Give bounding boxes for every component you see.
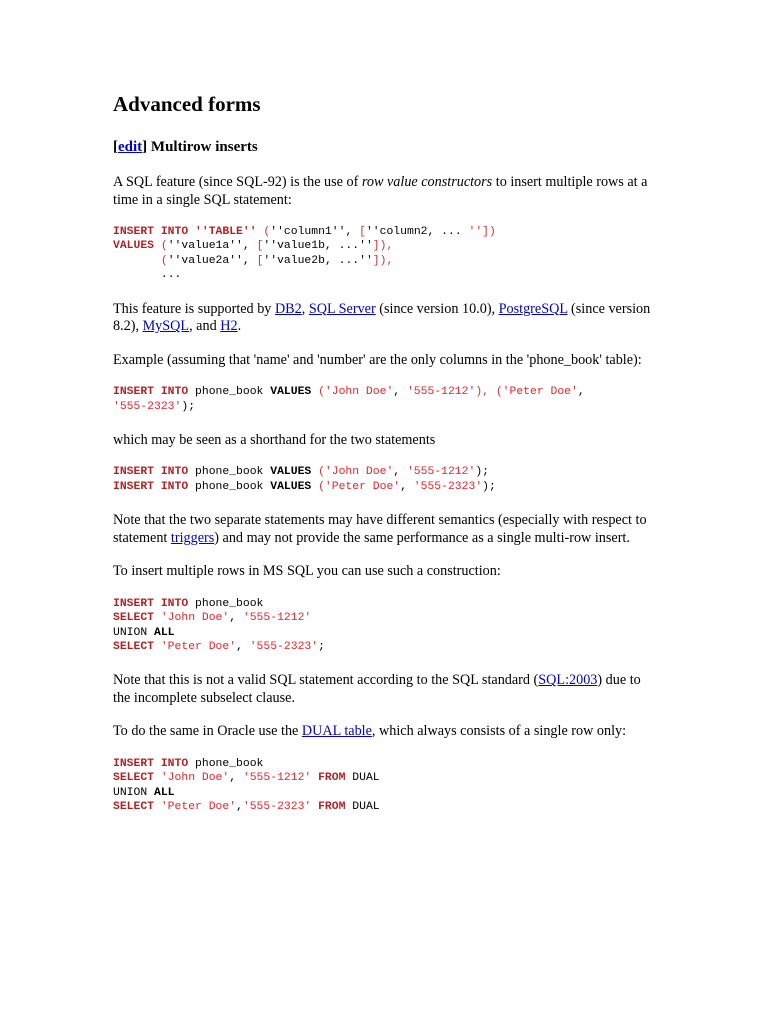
sql-punct: ]), <box>372 254 394 267</box>
sql-punct: ; <box>318 640 325 653</box>
mssql-paragraph: To insert multiple rows in MS SQL you can use such a construction: <box>113 563 501 580</box>
note-semantics-paragraph <box>113 512 653 547</box>
sql-text: DUAL <box>345 801 380 814</box>
sql-server-link[interactable]: SQL Server <box>308 300 376 317</box>
supported-text: This feature is supported by <box>113 300 275 317</box>
sql-string: '555-1212' <box>242 612 312 625</box>
document-page <box>113 90 653 833</box>
sql-keyword: SELECT <box>113 612 155 625</box>
supported-text: , and <box>189 318 221 335</box>
sql-text: ''column2, ... <box>365 226 469 238</box>
sql-token: ''TABLE'' <box>188 226 264 238</box>
sql-punct: ( <box>311 386 325 399</box>
db2-link[interactable]: DB2 <box>274 300 302 317</box>
triggers-link[interactable]: triggers <box>170 529 215 546</box>
dual-table-link[interactable]: DUAL table <box>301 723 372 740</box>
page-title: Advanced forms <box>113 92 261 116</box>
sql-punct: ( <box>160 254 168 267</box>
sql-text: phone_book <box>188 386 271 399</box>
sql-text: phone_book <box>188 466 271 479</box>
sql2003-link[interactable]: SQL:2003 <box>538 672 598 689</box>
sql-keyword: VALUES <box>113 240 155 253</box>
sql-keyword: INSERT INTO <box>113 466 189 479</box>
sql-text: ... <box>160 269 182 282</box>
supported-text: (since version 10.0), <box>375 300 499 317</box>
sql-text: UNION <box>113 786 155 799</box>
supported-text: , <box>301 300 309 317</box>
sql-string: 'John Doe' <box>154 612 230 625</box>
sql-punct: [ <box>256 240 264 253</box>
code-block-oracle <box>113 757 653 815</box>
supported-text: (since version 8.2), <box>113 300 651 335</box>
sql-punct: ]), <box>372 240 394 253</box>
sql-text: phone_book <box>188 757 264 770</box>
code-block-syntax <box>113 225 653 283</box>
note-text: Note that this is not a valid SQL statement according to the SQL standard ( <box>113 672 539 689</box>
sql-string: '555-1212' <box>406 386 476 399</box>
sql-keyword: INSERT INTO <box>113 480 189 493</box>
sql-punct: '']) <box>468 226 496 238</box>
sql-text: phone_book <box>188 480 271 493</box>
sql-text: , <box>393 466 407 479</box>
code-block-two-statements <box>113 465 653 494</box>
code-block-mssql <box>113 597 653 655</box>
sql-text: , <box>400 480 414 493</box>
sql-string: '555-2323' <box>249 640 319 653</box>
oracle-text: , which always consists of a single row only: <box>371 723 627 740</box>
supported-paragraph <box>113 301 653 336</box>
sql-text: ''value1a'', <box>167 240 257 253</box>
sql-text: ''value1b, ...'' <box>263 240 373 253</box>
sql-keyword: SELECT <box>113 640 155 653</box>
note-text: ) due to the incomplete subselect clause. <box>113 672 641 706</box>
sql-punct: [ <box>359 226 366 238</box>
sql-keyword: SELECT <box>113 801 155 814</box>
intro-text-1: A SQL feature (since SQL-92) is the use of <box>113 174 362 190</box>
sql-string: 'Peter Doe' <box>324 480 401 493</box>
code-indent <box>113 269 161 281</box>
intro-text-2: to insert multiple rows at a time in a single SQL statement: <box>113 174 648 208</box>
intro-paragraph <box>113 174 653 209</box>
sql-keyword: VALUES <box>270 466 312 479</box>
sql-text: , <box>236 640 250 653</box>
section-heading: [edit] Multirow inserts <box>113 139 258 155</box>
code-block-example <box>113 385 653 414</box>
sql-text: , <box>577 386 585 399</box>
sql-text: , <box>236 801 243 814</box>
intro-emphasis: row value constructors <box>361 174 493 190</box>
shorthand-paragraph: which may be seen as a shorthand for the two statements <box>113 431 436 448</box>
sql-keyword: INSERT INTO <box>113 597 189 610</box>
sql-keyword: INSERT INTO <box>113 757 189 770</box>
h2-link[interactable]: H2 <box>220 318 238 335</box>
sql-text: , <box>229 772 243 785</box>
section-heading-text: Multirow inserts <box>150 139 258 155</box>
sql-string: 'Peter Doe' <box>502 386 578 399</box>
sql-text: , <box>229 612 243 625</box>
example-paragraph: Example (assuming that 'name' and 'number' are the only columns in the 'phone_book' table): <box>113 351 642 368</box>
sql-text: DUAL <box>345 772 380 785</box>
code-indent <box>113 255 161 267</box>
sql-text: phone_book <box>188 597 264 610</box>
sql-keyword: INSERT INTO <box>113 226 189 238</box>
sql-punct: ); <box>181 400 196 413</box>
sql-punct: ), ( <box>475 386 503 399</box>
sql-text: ''value2b, ...'' <box>263 254 373 267</box>
sql-keyword: VALUES <box>270 386 312 399</box>
sql-string: '555-2323' <box>113 400 182 413</box>
note-standard-paragraph <box>113 672 653 707</box>
sql-string: '555-1212' <box>242 772 312 785</box>
sql-keyword: SELECT <box>113 772 155 785</box>
sql-punct: ); <box>482 480 496 493</box>
supported-text: . <box>237 318 242 335</box>
sql-string: 'Peter Doe' <box>154 801 237 814</box>
sql-keyword: VALUES <box>270 480 312 493</box>
sql-string: '555-2323' <box>413 480 483 493</box>
postgresql-link[interactable]: PostgreSQL <box>498 300 568 317</box>
oracle-text: To do the same in Oracle use the <box>113 723 302 740</box>
sql-text: ''column1'', <box>270 226 360 238</box>
edit-link[interactable]: edit <box>118 139 143 155</box>
sql-punct: ); <box>475 466 489 479</box>
sql-keyword: FROM <box>311 772 346 785</box>
sql-punct: ( <box>311 480 325 493</box>
sql-text: , <box>393 386 407 399</box>
sql-keyword: FROM <box>311 801 346 814</box>
sql-string: 'John Doe' <box>154 772 230 785</box>
sql-string: 'John Doe' <box>324 386 394 399</box>
sql-text: ''value2a'', <box>167 254 257 267</box>
sql-string: 'Peter Doe' <box>154 640 237 653</box>
note-text: Note that the two separate statements may have different semantics (especially with respect to statement <box>113 512 647 546</box>
sql-text: UNION <box>113 626 155 639</box>
mysql-link[interactable]: MySQL <box>142 318 190 335</box>
sql-keyword: INSERT INTO <box>113 386 189 399</box>
sql-string: '555-1212' <box>406 466 476 479</box>
sql-punct: [ <box>256 254 264 267</box>
sql-punct: ( <box>154 240 168 253</box>
oracle-paragraph <box>113 723 653 741</box>
sql-string: '555-2323' <box>242 801 312 814</box>
sql-string: 'John Doe' <box>324 466 394 479</box>
note-text: ) and may not provide the same performance as a single multi-row insert. <box>214 529 630 546</box>
sql-punct: ( <box>263 226 271 238</box>
sql-punct: ( <box>311 466 325 479</box>
sql-keyword: ALL <box>154 786 175 799</box>
sql-keyword: ALL <box>154 626 175 639</box>
